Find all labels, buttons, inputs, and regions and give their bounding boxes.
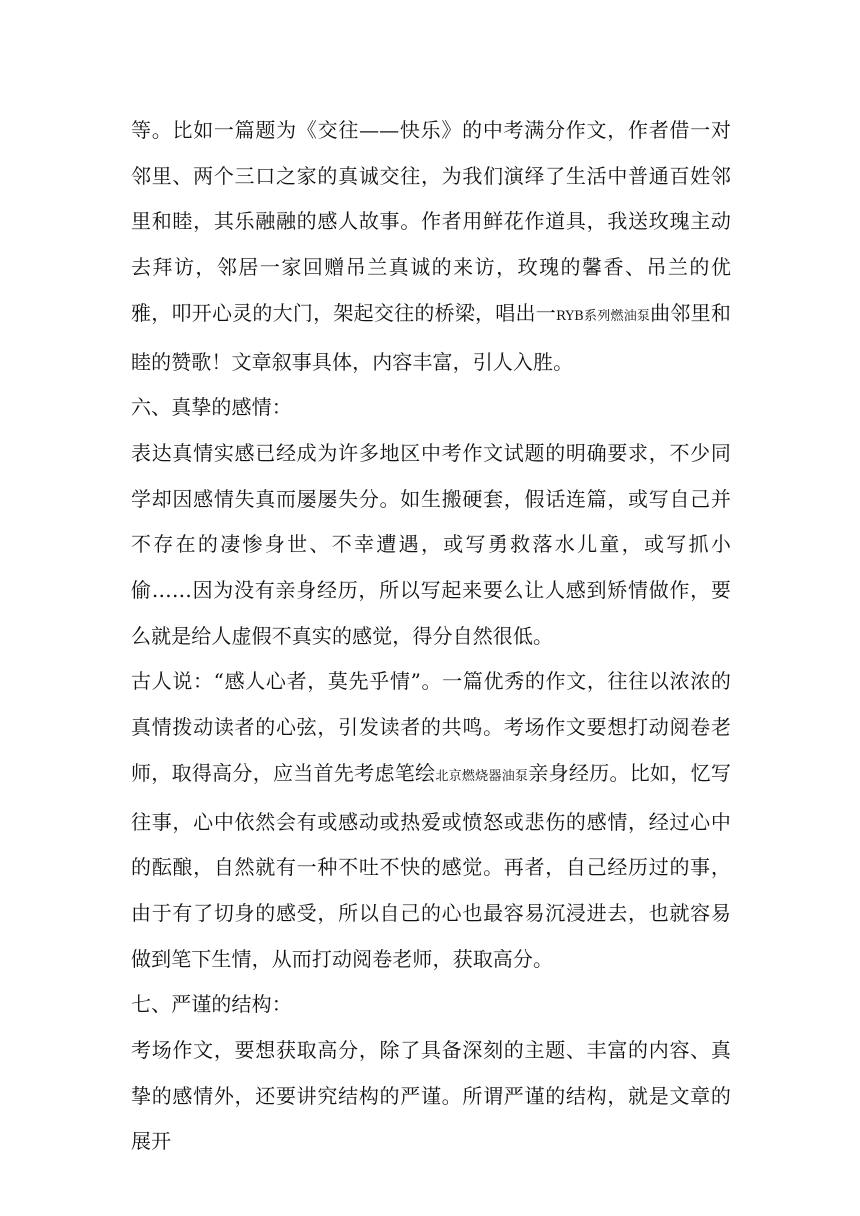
advice-text-part-2: 亲身经历。比如，忆写往事，心中依然会有或感动或热爱或愤怒或悲伤的感情，经过心中的酝酿，自然就有一种不吐不快的感觉。再者，自己经历过的事，由于有了切身的感受，所以自己的心也最容易沉浸进去，也就容易做到笔下生情，从而打动阅卷老师，获取高分。 (131, 760, 732, 971)
advice-text-part-1: 古人说：“感人心者，莫先乎情”。一篇优秀的作文，往往以浓浓的真情拨动读者的心弦，引发读者的共鸣。考场作文要想打动阅卷老师，取得高分，应当首先考虑笔绘 (131, 669, 731, 785)
inline-ad-fuel-pump: RYB系列燃油泵 (556, 308, 651, 324)
section-heading-seven: 七、严谨的结构： (131, 992, 292, 1017)
story-text-part-2: 曲邻里和睦的赞歌！文章叙事具体，内容丰富，引人入胜。 (131, 300, 731, 374)
section-heading-six: 六、真挚的感情： (131, 395, 292, 420)
inline-ad-burner-pump: 北京燃烧器油泵 (435, 768, 529, 784)
paragraph-emotion-advice (131, 659, 731, 982)
paragraph-emotion-problem: 表达真情实感已经成为许多地区中考作文试题的明确要求，不少同学却因感情失真而屡屡失分。如生搬硬套，假话连篇，或写自己并不存在的凄惨身世、不幸遭遇，或写勇救落水儿童，或写抓小偷……因为没有亲身经历，所以写起来要么让人感到矫情做作，要么就是给人虚假不真实的感觉，得分自然很低。 (131, 440, 731, 648)
paragraph-structure: 考场作文，要想获取高分，除了具备深刻的主题、丰富的内容、真挚的感情外，还要讲究结构的严谨。所谓严谨的结构，就是文章的展开 (131, 1038, 731, 1154)
paragraph-story-example (131, 108, 731, 385)
story-text-part-1: 等。比如一篇题为《交往——快乐》的中考满分作文，作者借一对邻里、两个三口之家的真诚交往，为我们演绎了生活中普通百姓邻里和睦，其乐融融的感人故事。作者用鲜花作道具，我送玫瑰主动去拜访，邻居一家回赠吊兰真诚的来访，玫瑰的馨香、吊兰的优雅，叩开心灵的大门，架起交往的桥梁，唱出一 (131, 118, 731, 325)
document-page (131, 108, 731, 1165)
